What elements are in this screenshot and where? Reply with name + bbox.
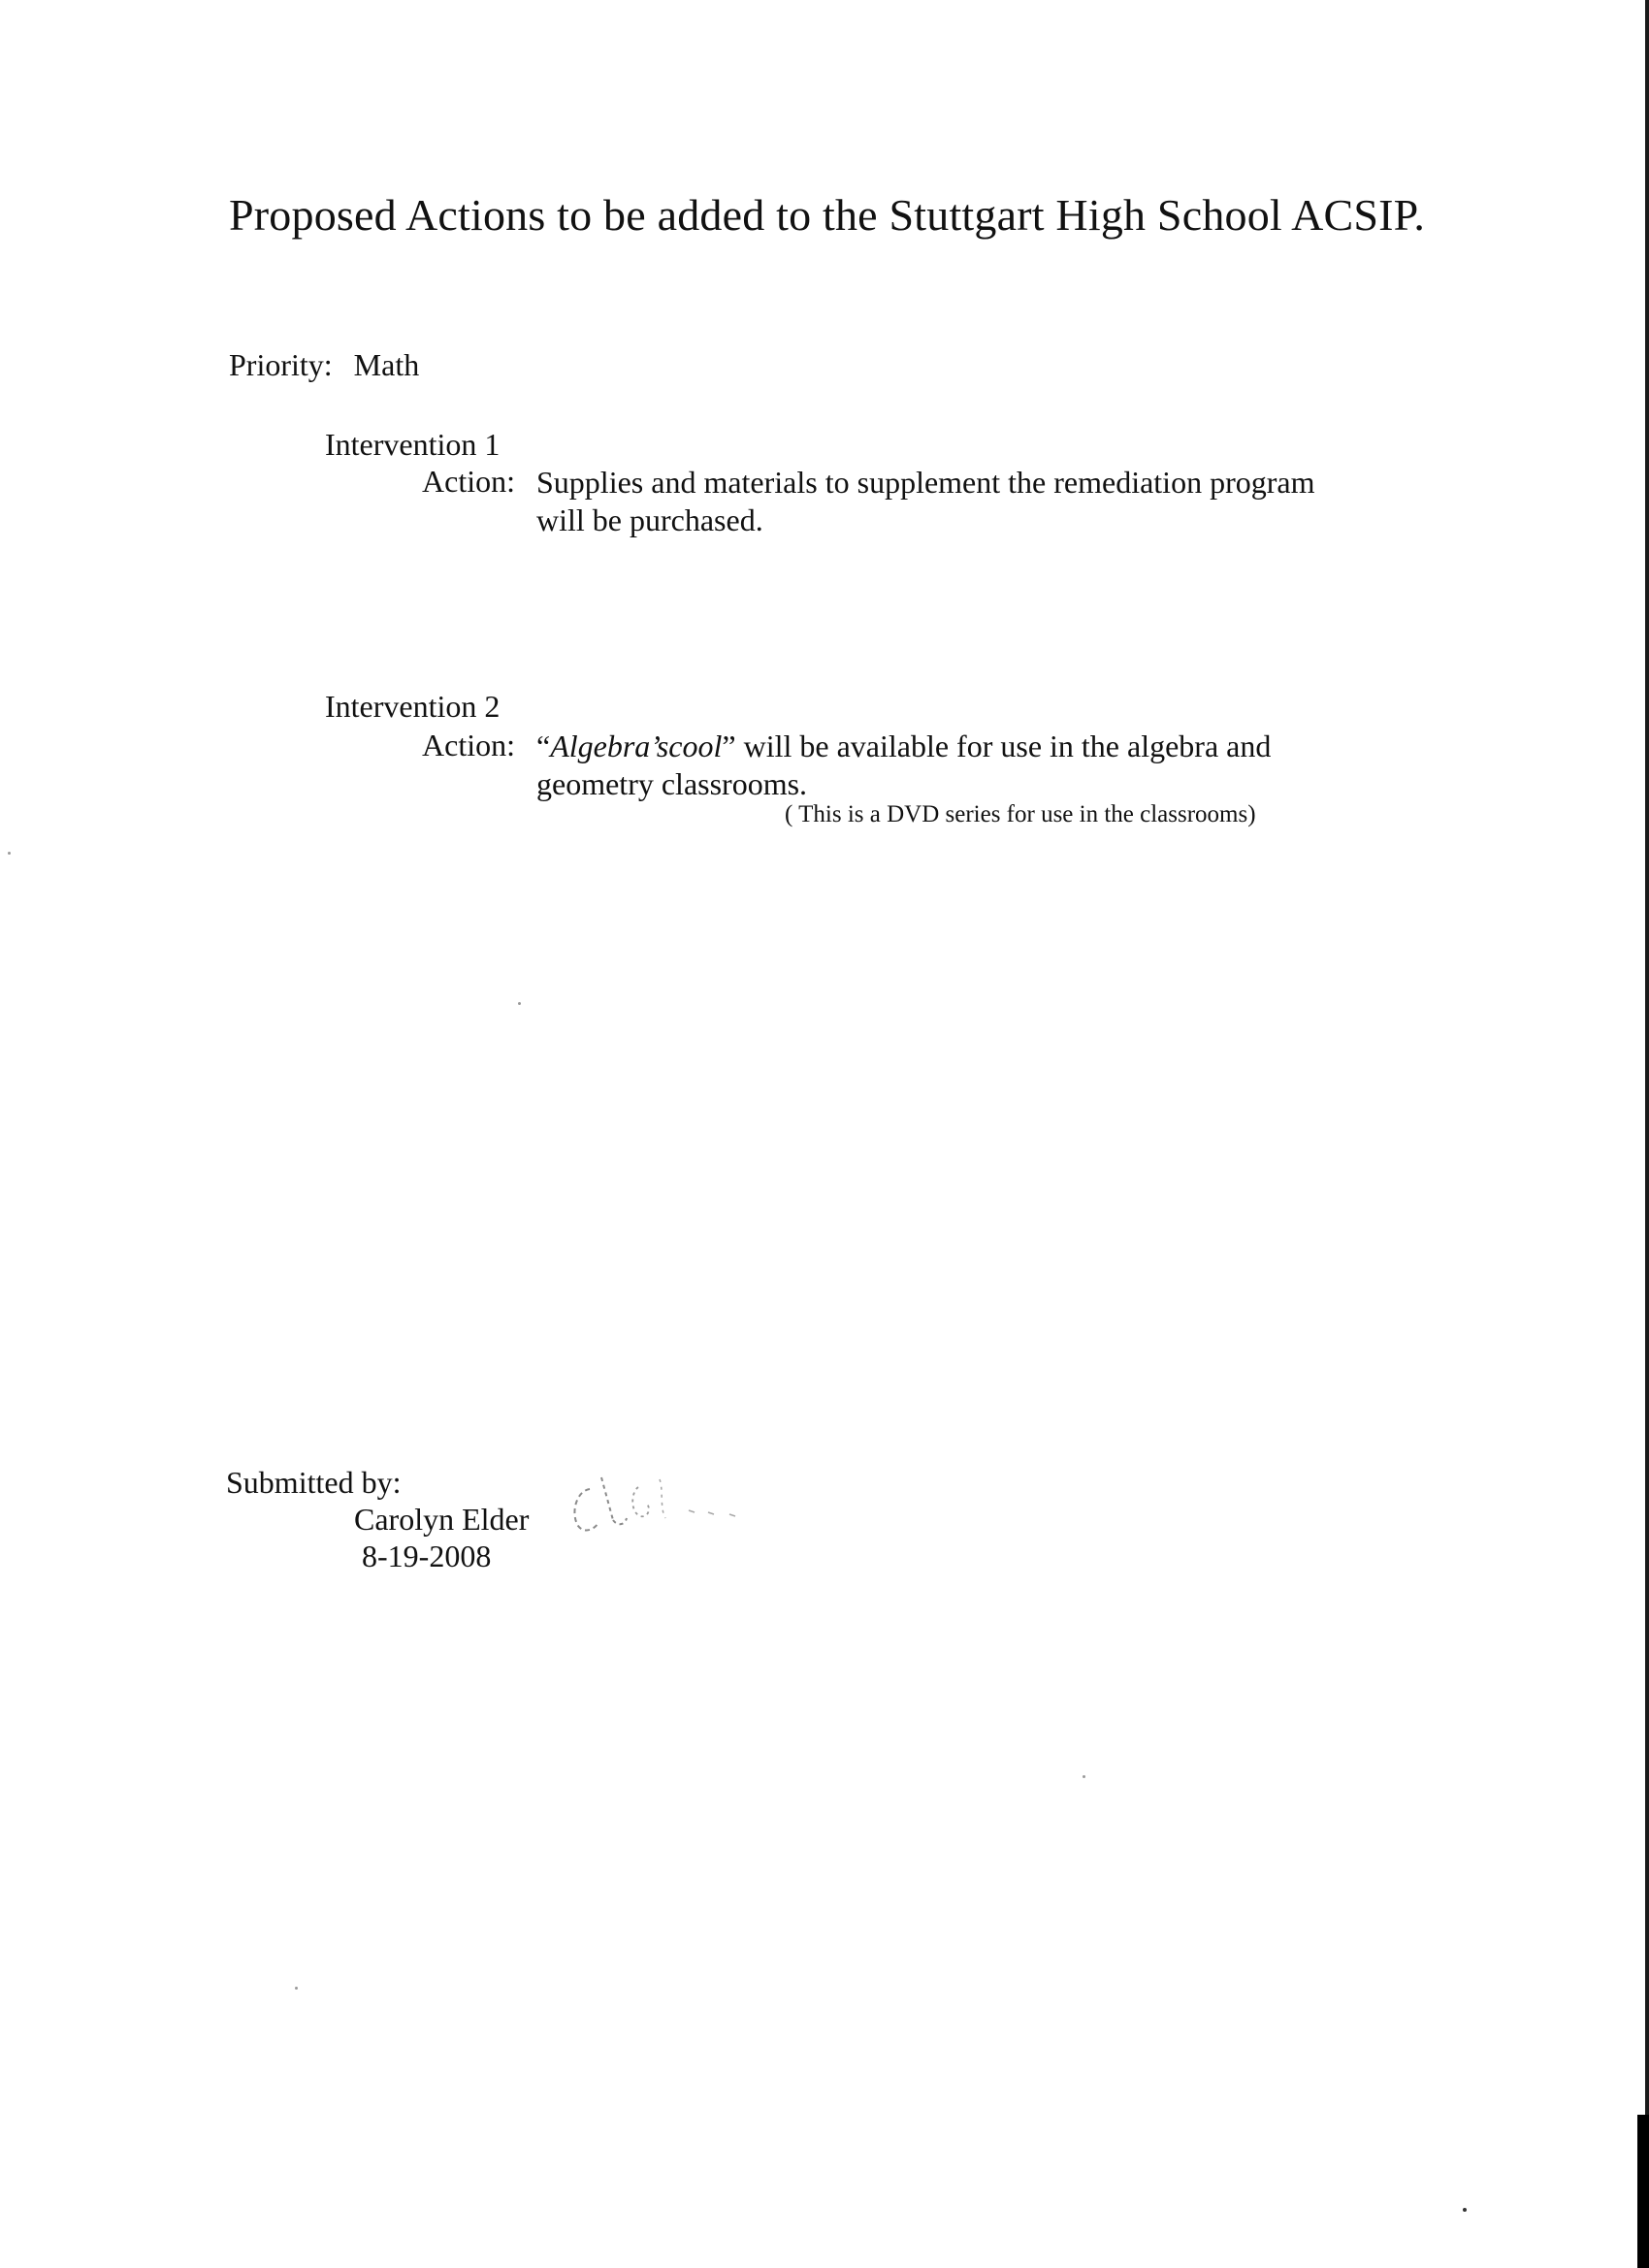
product-name: Algebra’scool	[550, 729, 723, 763]
submitter-name: Carolyn Elder	[354, 1502, 530, 1537]
open-quote: “	[536, 729, 551, 763]
priority-line	[229, 347, 419, 383]
scan-edge-mark	[1637, 2115, 1649, 2268]
intervention-2-action-line-1-rest: will be available for use in the algebra and	[735, 729, 1272, 763]
intervention-1-action-line-2: will be purchased.	[536, 502, 763, 537]
intervention-2-heading: Intervention 2	[325, 689, 501, 724]
intervention-2-action-label: Action:	[422, 728, 515, 762]
scan-speck	[295, 1987, 298, 1990]
intervention-2-action-text	[536, 728, 1271, 803]
intervention-1-action-text	[536, 464, 1314, 539]
intervention-2-note: ( This is a DVD series for use in the classrooms)	[785, 801, 1256, 827]
intervention-2-action-line-1	[536, 728, 1271, 765]
submission-date: 8-19-2008	[362, 1539, 492, 1573]
close-quote: ”	[722, 729, 736, 763]
priority-label: Priority:	[229, 347, 333, 382]
scan-speck	[518, 1002, 521, 1005]
scan-speck	[8, 852, 11, 855]
intervention-2-action-line-2: geometry classrooms.	[536, 766, 808, 801]
priority-value: Math	[353, 347, 420, 382]
submitted-by-label: Submitted by:	[226, 1465, 402, 1500]
intervention-1-action-label: Action:	[422, 464, 515, 499]
scan-edge-line	[1645, 0, 1649, 2268]
intervention-1-action-line-1: Supplies and materials to supplement the remediation program	[536, 465, 1315, 500]
scan-speck	[1463, 2208, 1467, 2212]
document-title: Proposed Actions to be added to the Stuttgart High School ACSIP.	[229, 190, 1426, 240]
scan-speck	[1083, 1775, 1085, 1778]
intervention-1-heading: Intervention 1	[325, 427, 501, 462]
handwritten-signature	[563, 1470, 805, 1542]
